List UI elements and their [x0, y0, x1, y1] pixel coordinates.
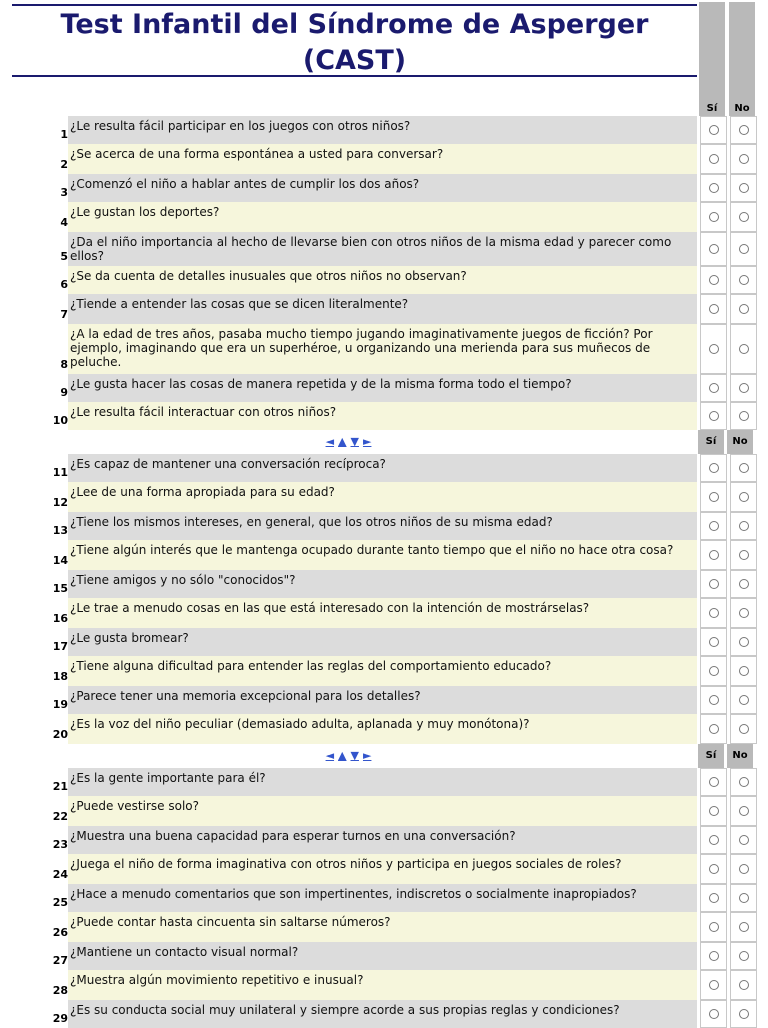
- question-row: [0, 482, 768, 512]
- question-row: [0, 116, 768, 144]
- answer-cell-no: [730, 324, 757, 374]
- answer-cell-yes: [700, 202, 727, 232]
- answer-cell-yes: [700, 374, 727, 402]
- radio-no[interactable]: [739, 806, 749, 816]
- question-number: 15: [0, 570, 68, 598]
- answer-cell-no: [730, 826, 757, 854]
- question-row: [0, 826, 768, 854]
- radio-no[interactable]: [739, 777, 749, 787]
- question-row: [0, 512, 768, 540]
- question-text: ¿Tiene amigos y no sólo "conocidos"?: [68, 570, 697, 598]
- yes-column-header: Sí: [698, 744, 724, 768]
- answer-cell-no: [730, 174, 757, 202]
- radio-yes[interactable]: [709, 125, 719, 135]
- radio-no[interactable]: [739, 951, 749, 961]
- answer-cell-yes: [700, 266, 727, 294]
- answer-cell-no: [730, 266, 757, 294]
- radio-yes[interactable]: [709, 550, 719, 560]
- radio-yes[interactable]: [709, 411, 719, 421]
- question-number: 28: [0, 970, 68, 1000]
- answer-cell-no: [730, 796, 757, 826]
- question-text: ¿Le gusta hacer las cosas de manera repetida y de la misma forma todo el tiempo?: [68, 374, 697, 402]
- up-arrow-icon[interactable]: ▲: [338, 749, 347, 762]
- question-number: 24: [0, 854, 68, 884]
- answer-cell-yes: [700, 656, 727, 686]
- radio-no[interactable]: [739, 521, 749, 531]
- question-number: 22: [0, 796, 68, 826]
- question-row: [0, 768, 768, 796]
- radio-no[interactable]: [739, 411, 749, 421]
- answer-cell-yes: [700, 854, 727, 884]
- answer-cell-no: [730, 686, 757, 714]
- answer-cell-yes: [700, 768, 727, 796]
- radio-no[interactable]: [739, 579, 749, 589]
- form-header: [0, 0, 768, 116]
- answer-cell-no: [730, 294, 757, 324]
- answer-cell-no: [730, 454, 757, 482]
- question-row: [0, 796, 768, 826]
- answer-cell-yes: [700, 482, 727, 512]
- up-arrow-icon[interactable]: ▲: [338, 435, 347, 448]
- radio-yes[interactable]: [709, 344, 719, 354]
- question-number: 5: [0, 232, 68, 266]
- question-number: 2: [0, 144, 68, 174]
- question-row: [0, 402, 768, 430]
- question-text: ¿Le resulta fácil participar en los juegos con otros niños?: [68, 116, 697, 144]
- question-text: ¿Le gustan los deportes?: [68, 202, 697, 232]
- answer-cell-yes: [700, 598, 727, 628]
- radio-no[interactable]: [739, 183, 749, 193]
- answer-cell-no: [730, 912, 757, 942]
- question-text: ¿Tiene los mismos intereses, en general, que los otros niños de su misma edad?: [68, 512, 697, 540]
- radio-yes[interactable]: [709, 212, 719, 222]
- question-row: [0, 970, 768, 1000]
- question-number: 18: [0, 656, 68, 686]
- radio-no[interactable]: [739, 835, 749, 845]
- answer-cell-no: [730, 232, 757, 266]
- answer-cell-no: [730, 884, 757, 912]
- question-row: [0, 628, 768, 656]
- question-text: ¿Es capaz de mantener una conversación recíproca?: [68, 454, 697, 482]
- question-text: ¿Puede vestirse solo?: [68, 796, 697, 826]
- answer-cell-yes: [700, 402, 727, 430]
- question-text: ¿Parece tener una memoria excepcional para los detalles?: [68, 686, 697, 714]
- question-row: [0, 232, 768, 266]
- question-text: ¿Puede contar hasta cincuenta sin saltarse números?: [68, 912, 697, 942]
- answer-cell-yes: [700, 826, 727, 854]
- answer-cell-no: [730, 854, 757, 884]
- answer-cell-no: [730, 202, 757, 232]
- question-row: [0, 884, 768, 912]
- question-text: ¿Le gusta bromear?: [68, 628, 697, 656]
- yes-column-header: Sí: [699, 2, 725, 116]
- radio-no[interactable]: [739, 550, 749, 560]
- answer-cell-no: [730, 512, 757, 540]
- question-number: 14: [0, 540, 68, 570]
- radio-no[interactable]: [739, 980, 749, 990]
- answer-cell-yes: [700, 970, 727, 1000]
- question-text: ¿Muestra algún movimiento repetitivo e inusual?: [68, 970, 697, 1000]
- question-text: ¿Se da cuenta de detalles inusuales que otros niños no observan?: [68, 266, 697, 294]
- radio-yes[interactable]: [709, 154, 719, 164]
- question-text: ¿Es la voz del niño peculiar (demasiado adulta, aplanada y muy monótona)?: [68, 714, 697, 744]
- question-text: ¿Mantiene un contacto visual normal?: [68, 942, 697, 970]
- answer-cell-yes: [700, 116, 727, 144]
- answer-cell-yes: [700, 174, 727, 202]
- radio-yes[interactable]: [709, 922, 719, 932]
- radio-yes[interactable]: [709, 724, 719, 734]
- question-text: ¿A la edad de tres años, pasaba mucho tiempo jugando imaginativamente juegos de ficción? Por ejemplo, imaginando que era un superhéroe, u organizando una merienda para sus muñecos de peluche.: [68, 324, 697, 374]
- answer-cell-yes: [700, 628, 727, 656]
- radio-yes[interactable]: [709, 951, 719, 961]
- question-number: 23: [0, 826, 68, 854]
- question-text: ¿Juega el niño de forma imaginativa con otros niños y participa en juegos sociales de roles?: [68, 854, 697, 884]
- nav-arrows: [0, 744, 697, 768]
- question-text: ¿Lee de una forma apropiada para su edad?: [68, 482, 697, 512]
- question-text: ¿Le resulta fácil interactuar con otros niños?: [68, 402, 697, 430]
- next-arrow-icon[interactable]: ►: [362, 749, 372, 762]
- answer-cell-yes: [700, 294, 727, 324]
- question-number: 8: [0, 324, 68, 374]
- radio-no[interactable]: [739, 125, 749, 135]
- radio-yes[interactable]: [709, 777, 719, 787]
- question-number: 6: [0, 266, 68, 294]
- answer-cell-no: [730, 598, 757, 628]
- answer-cell-no: [730, 540, 757, 570]
- radio-no[interactable]: [739, 637, 749, 647]
- question-number: 26: [0, 912, 68, 942]
- prev-arrow-icon[interactable]: ◄: [325, 435, 335, 448]
- answer-cell-yes: [700, 686, 727, 714]
- question-row: [0, 144, 768, 174]
- question-number: 1: [0, 116, 68, 144]
- radio-no[interactable]: [739, 344, 749, 354]
- answer-cell-yes: [700, 324, 727, 374]
- radio-yes[interactable]: [709, 579, 719, 589]
- answer-cell-yes: [700, 714, 727, 744]
- radio-yes[interactable]: [709, 244, 719, 254]
- answer-cell-no: [730, 570, 757, 598]
- question-text: ¿Es la gente importante para él?: [68, 768, 697, 796]
- answer-cell-no: [730, 144, 757, 174]
- question-row: [0, 942, 768, 970]
- radio-no[interactable]: [739, 304, 749, 314]
- next-arrow-icon[interactable]: ►: [362, 435, 372, 448]
- question-number: 16: [0, 598, 68, 628]
- question-row: [0, 656, 768, 686]
- radio-no[interactable]: [739, 383, 749, 393]
- radio-no[interactable]: [739, 893, 749, 903]
- section-nav: [0, 430, 768, 454]
- answer-cell-yes: [700, 570, 727, 598]
- radio-no[interactable]: [739, 864, 749, 874]
- nav-arrows: [0, 430, 697, 454]
- question-row: [0, 714, 768, 744]
- no-column-header: No: [729, 2, 755, 116]
- answer-cell-no: [730, 768, 757, 796]
- radio-no[interactable]: [739, 666, 749, 676]
- question-number: 3: [0, 174, 68, 202]
- question-row: [0, 202, 768, 232]
- radio-yes[interactable]: [709, 980, 719, 990]
- section-nav: [0, 744, 768, 768]
- answer-cell-yes: [700, 232, 727, 266]
- answer-cell-yes: [700, 454, 727, 482]
- radio-yes[interactable]: [709, 666, 719, 676]
- question-number: 19: [0, 686, 68, 714]
- radio-yes[interactable]: [709, 695, 719, 705]
- radio-yes[interactable]: [709, 492, 719, 502]
- question-row: [0, 570, 768, 598]
- radio-yes[interactable]: [709, 637, 719, 647]
- radio-yes[interactable]: [709, 893, 719, 903]
- question-text: ¿Comenzó el niño a hablar antes de cumplir los dos años?: [68, 174, 697, 202]
- question-number: 11: [0, 454, 68, 482]
- radio-no[interactable]: [739, 492, 749, 502]
- answer-cell-no: [730, 970, 757, 1000]
- question-row: [0, 294, 768, 324]
- radio-no[interactable]: [739, 695, 749, 705]
- radio-no[interactable]: [739, 724, 749, 734]
- question-row: [0, 266, 768, 294]
- radio-yes[interactable]: [709, 1009, 719, 1019]
- question-number: 10: [0, 402, 68, 430]
- question-row: [0, 540, 768, 570]
- radio-no[interactable]: [739, 244, 749, 254]
- answer-cell-yes: [700, 512, 727, 540]
- answer-cell-no: [730, 714, 757, 744]
- radio-yes[interactable]: [709, 304, 719, 314]
- answer-cell-yes: [700, 144, 727, 174]
- question-text: ¿Le trae a menudo cosas en las que está interesado con la intención de mostrárselas?: [68, 598, 697, 628]
- radio-yes[interactable]: [709, 463, 719, 473]
- question-number: 9: [0, 374, 68, 402]
- radio-no[interactable]: [739, 463, 749, 473]
- question-text: ¿Da el niño importancia al hecho de llevarse bien con otros niños de la misma edad y parecer como ellos?: [68, 232, 697, 266]
- question-row: [0, 598, 768, 628]
- question-text: ¿Tiende a entender las cosas que se dicen literalmente?: [68, 294, 697, 324]
- question-row: [0, 174, 768, 202]
- question-row: [0, 912, 768, 942]
- no-column-header: No: [727, 430, 753, 454]
- answer-cell-yes: [700, 912, 727, 942]
- question-number: 20: [0, 714, 68, 744]
- answer-cell-yes: [700, 884, 727, 912]
- answer-cell-no: [730, 942, 757, 970]
- question-row: [0, 374, 768, 402]
- radio-no[interactable]: [739, 275, 749, 285]
- down-arrow-icon[interactable]: ▼: [350, 435, 359, 448]
- answer-cell-no: [730, 402, 757, 430]
- question-number: 7: [0, 294, 68, 324]
- question-text: ¿Se acerca de una forma espontánea a usted para conversar?: [68, 144, 697, 174]
- radio-no[interactable]: [739, 212, 749, 222]
- radio-yes[interactable]: [709, 835, 719, 845]
- radio-yes[interactable]: [709, 521, 719, 531]
- yes-column-header: Sí: [698, 430, 724, 454]
- question-row: [0, 854, 768, 884]
- answer-cell-no: [730, 628, 757, 656]
- answer-cell-yes: [700, 796, 727, 826]
- question-number: 12: [0, 482, 68, 512]
- answer-cell-no: [730, 656, 757, 686]
- radio-yes[interactable]: [709, 383, 719, 393]
- radio-no[interactable]: [739, 608, 749, 618]
- question-row: [0, 454, 768, 482]
- down-arrow-icon[interactable]: ▼: [350, 749, 359, 762]
- question-number: 21: [0, 768, 68, 796]
- question-number: 17: [0, 628, 68, 656]
- radio-no[interactable]: [739, 922, 749, 932]
- question-number: 25: [0, 884, 68, 912]
- no-column-header: No: [727, 744, 753, 768]
- question-text: ¿Tiene algún interés que le mantenga ocupado durante tanto tiempo que el niño no hace otra cosa?: [68, 540, 697, 570]
- radio-yes[interactable]: [709, 608, 719, 618]
- question-text: ¿Hace a menudo comentarios que son impertinentes, indiscretos o socialmente inapropiados?: [68, 884, 697, 912]
- question-text: ¿Muestra una buena capacidad para esperar turnos en una conversación?: [68, 826, 697, 854]
- question-row: [0, 686, 768, 714]
- question-list: [0, 116, 768, 1028]
- answer-cell-yes: [700, 942, 727, 970]
- prev-arrow-icon[interactable]: ◄: [325, 749, 335, 762]
- radio-no[interactable]: [739, 154, 749, 164]
- question-text: ¿Es su conducta social muy unilateral y siempre acorde a sus propias reglas y condiciones?: [68, 1000, 697, 1028]
- question-number: 4: [0, 202, 68, 232]
- answer-cell-no: [730, 374, 757, 402]
- radio-yes[interactable]: [709, 275, 719, 285]
- answer-cell-no: [730, 116, 757, 144]
- page-title: Test Infantil del Síndrome de Asperger (CAST): [12, 4, 697, 77]
- answer-cell-yes: [700, 540, 727, 570]
- radio-yes[interactable]: [709, 806, 719, 816]
- question-number: 13: [0, 512, 68, 540]
- radio-yes[interactable]: [709, 183, 719, 193]
- answer-cell-no: [730, 482, 757, 512]
- question-number: 29: [0, 1000, 68, 1028]
- question-row: [0, 324, 768, 374]
- radio-no[interactable]: [739, 1009, 749, 1019]
- question-number: 27: [0, 942, 68, 970]
- radio-yes[interactable]: [709, 864, 719, 874]
- question-text: ¿Tiene alguna dificultad para entender las reglas del comportamiento educado?: [68, 656, 697, 686]
